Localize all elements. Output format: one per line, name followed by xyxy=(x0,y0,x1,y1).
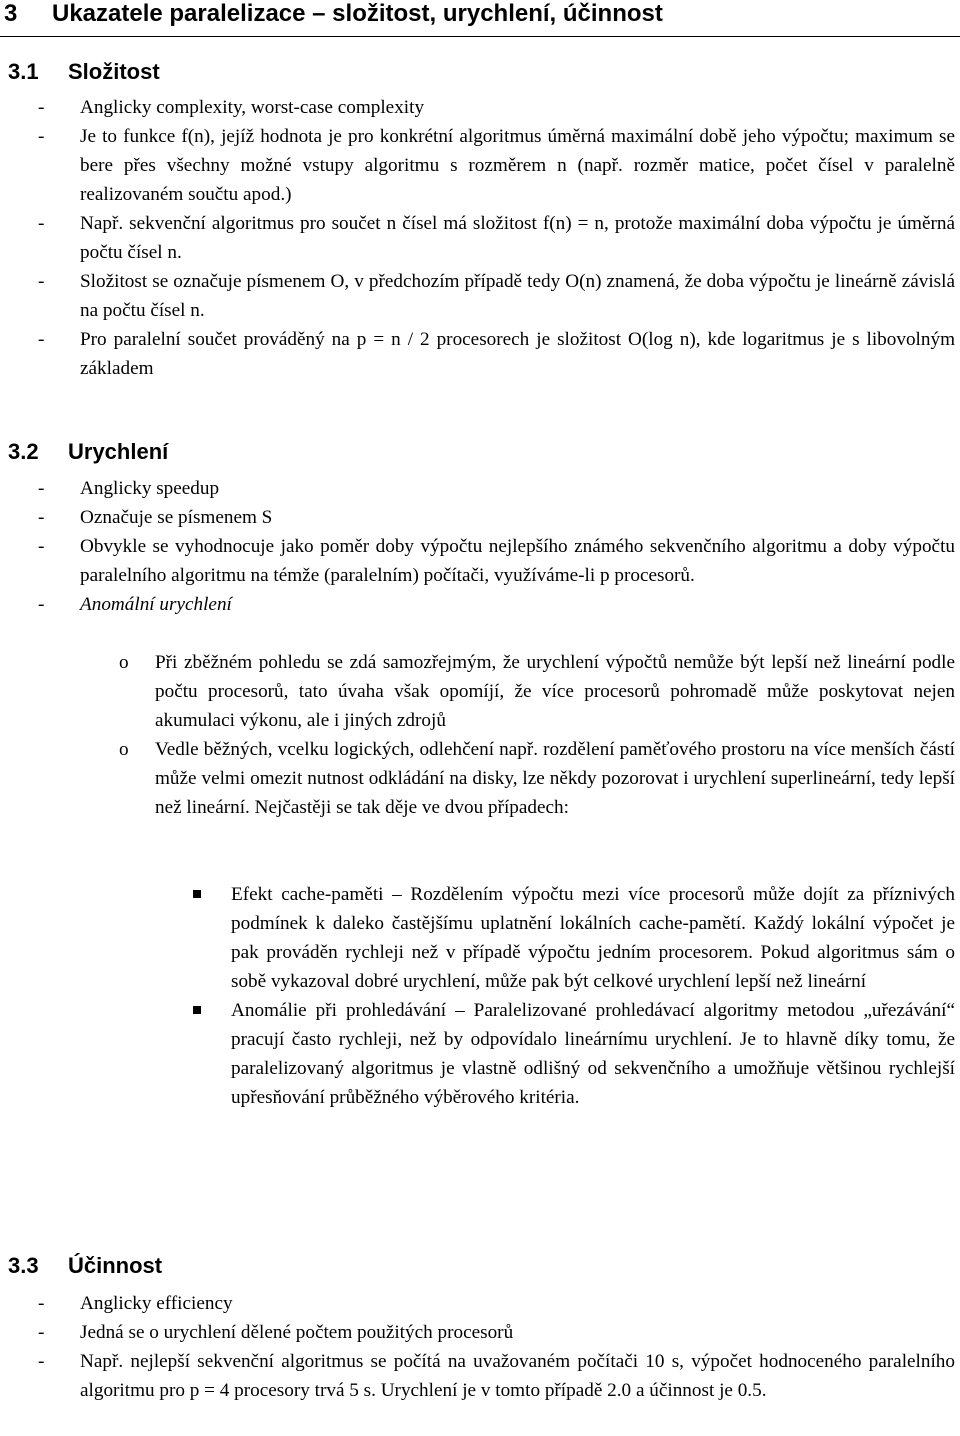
sub-list-item-text: Při zběžném pohledu se zdá samozřejmým, že urychlení výpočtů nemůže být lepší než lineární podle počtu procesorů, tato úvaha však opomíjí, že více procesorů pohromadě může poskytovat nejen akumulaci výkonu, ale i jiných zdrojů xyxy=(155,652,955,731)
dash-marker: - xyxy=(38,126,45,147)
list-item xyxy=(38,474,955,503)
list-item-text: Např. sekvenční algoritmus pro součet n čísel má složitost f(n) = n, protože maximální doba výpočtu je úměrná počtu čísel n. xyxy=(80,213,955,263)
dash-marker: - xyxy=(38,478,45,499)
dash-marker: - xyxy=(38,536,45,557)
sub-sub-list-item-text: Anomálie při prohledávání – Paralelizované prohledávací algoritmy metodou „uřezávání“ pracují často rychleji, než by odpovídalo lineárnímu urychlení. Je to hlavně díky tomu, že paralelizovaný algoritmus je vlastně odlišný od sekvenčního a umožňuje většinou rychlejší upřesňování průběžného výběrového kritéria. xyxy=(231,1000,955,1108)
list-item-text: Anglicky efficiency xyxy=(80,1293,233,1314)
list-item xyxy=(38,122,955,209)
dash-marker: - xyxy=(38,1322,45,1343)
section-title: Složitost xyxy=(68,59,160,84)
sub-sub-list-item xyxy=(231,996,955,1112)
dash-marker: - xyxy=(38,329,45,350)
dash-marker: - xyxy=(38,213,45,234)
circle-marker: o xyxy=(119,739,129,760)
dash-marker: - xyxy=(38,97,45,118)
chapter-heading xyxy=(0,0,960,37)
section-heading-3-2 xyxy=(8,438,408,466)
list-item-text: Označuje se písmenem S xyxy=(80,507,273,528)
list-item-text: Jedná se o urychlení dělené počtem použitých procesorů xyxy=(80,1322,514,1343)
list-item-text: Složitost se označuje písmenem O, v předchozím případě tedy O(n) znamená, že doba výpočtu je lineárně závislá na počtu čísel n. xyxy=(80,271,955,321)
list-item xyxy=(38,503,955,532)
section-number: 3.3 xyxy=(8,1253,39,1278)
section-3-2-list xyxy=(38,474,955,619)
square-bullet-icon xyxy=(193,1006,201,1014)
section-heading-3-1 xyxy=(8,58,408,86)
list-item-text: Anglicky complexity, worst-case complexity xyxy=(80,97,425,118)
sub-list-item-text: Vedle běžných, vcelku logických, odlehčení např. rozdělení paměťového prostoru na více menších částí může velmi omezit nutnost odkládání na disky, lze někdy pozorovat i urychlení superlineární, tedy lepší než lineární. Nejčastěji se tak děje ve dvou případech: xyxy=(155,739,955,818)
list-item-text: Obvykle se vyhodnocuje jako poměr doby výpočtu nejlepšího známého sekvenčního algoritmu a doby výpočtu paralelního algoritmu na témže (paralelním) počítači, využíváme-li p procesorů. xyxy=(80,536,955,586)
section-3-3-list xyxy=(38,1289,955,1405)
section-title: Účinnost xyxy=(68,1253,163,1278)
superlinear-cases-list xyxy=(231,880,955,1112)
list-item xyxy=(38,1347,955,1405)
sub-list-item xyxy=(119,735,955,822)
circle-marker: o xyxy=(119,652,129,673)
section-number: 3.2 xyxy=(8,439,39,464)
list-item xyxy=(38,209,955,267)
section-number: 3.1 xyxy=(8,59,39,84)
chapter-number: 3 xyxy=(4,0,18,27)
dash-marker: - xyxy=(38,1293,45,1314)
chapter-title: Ukazatele paralelizace – složitost, urychlení, účinnost xyxy=(52,0,663,27)
sub-sub-list-item xyxy=(231,880,955,996)
list-item-text: Pro paralelní součet prováděný na p = n / 2 procesorech je složitost O(log n), kde logaritmus je s libovolným základem xyxy=(80,329,955,379)
section-3-1-list xyxy=(38,93,955,383)
list-item xyxy=(38,267,955,325)
dash-marker: - xyxy=(38,1351,45,1372)
sub-list-item xyxy=(119,648,955,735)
section-heading-3-3 xyxy=(8,1252,408,1280)
list-item xyxy=(38,1289,955,1318)
section-title: Urychlení xyxy=(68,439,169,464)
dash-marker: - xyxy=(38,271,45,292)
list-item-text: Je to funkce f(n), jejíž hodnota je pro konkrétní algoritmus úměrná maximální době jeho výpočtu; maximum se bere přes všechny možné vstupy algoritmu s rozměrem n (např. rozměr matice, počet čísel v paralelně realizovaném součtu apod.) xyxy=(80,126,955,205)
dash-marker: - xyxy=(38,594,45,615)
list-item-anomalous-speedup xyxy=(38,590,955,619)
anomalous-speedup-label: Anomální urychlení xyxy=(80,594,232,615)
list-item xyxy=(38,532,955,590)
list-item xyxy=(38,93,955,122)
list-item xyxy=(38,325,955,383)
list-item xyxy=(38,1318,955,1347)
dash-marker: - xyxy=(38,507,45,528)
list-item-text: Anglicky speedup xyxy=(80,478,220,499)
square-bullet-icon xyxy=(193,890,201,898)
sub-sub-list-item-text: Efekt cache-paměti – Rozdělením výpočtu mezi více procesorů může dojít za příznivých podmínek k daleko častějšímu uplatnění lokálních cache-pamětí. Každý lokální výpočet je pak prováděn rychleji než v případě výpočtu jedním procesorem. Pokud algoritmus sám o sobě vykazoval dobré urychlení, může pak být celkové urychlení lepší než lineární xyxy=(231,884,955,992)
anomalous-speedup-sublist xyxy=(119,648,955,822)
list-item-text: Např. nejlepší sekvenční algoritmus se počítá na uvažovaném počítači 10 s, výpočet hodnoceného paralelního algoritmu pro p = 4 procesory trvá 5 s. Urychlení je v tomto případě 2.0 a účinnost je 0.5. xyxy=(80,1351,955,1401)
